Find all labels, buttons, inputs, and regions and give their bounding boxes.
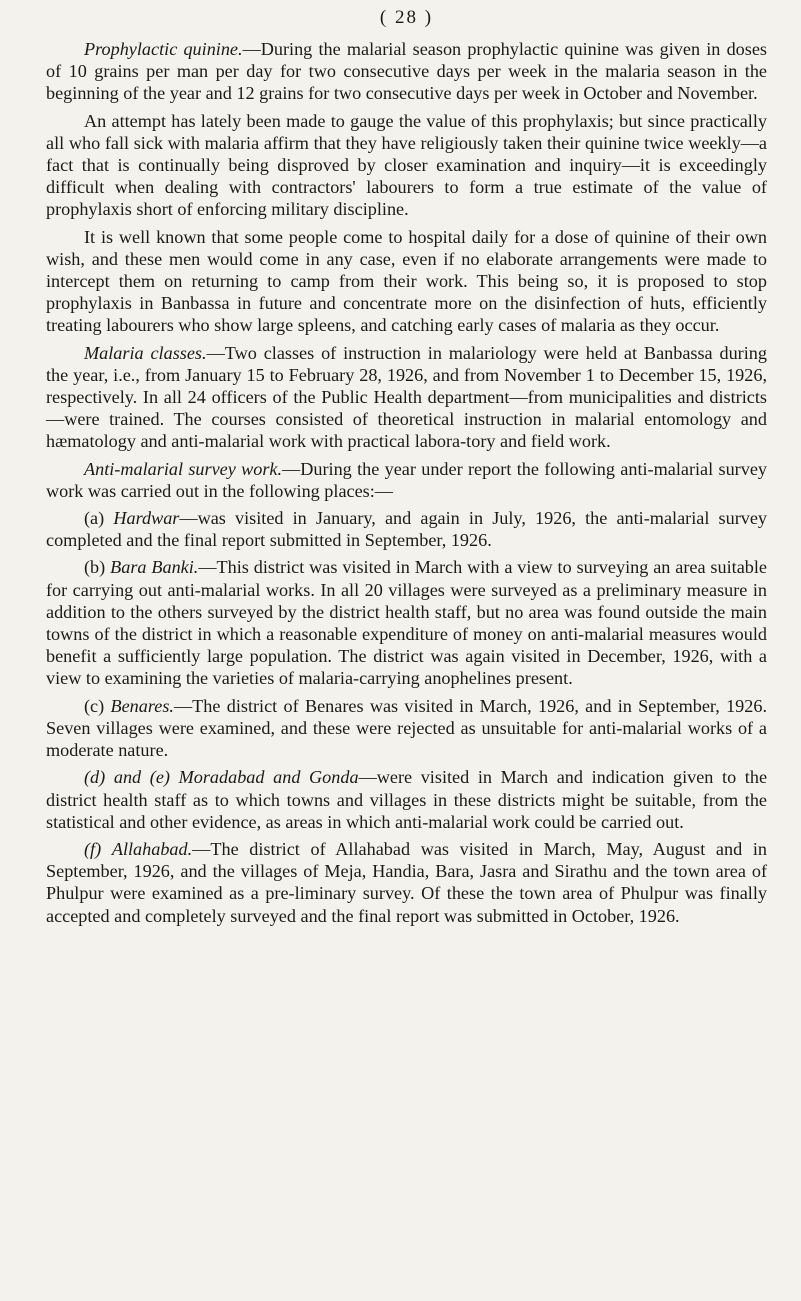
heading-hardwar: Hardwar [113, 508, 180, 529]
paragraph-text: It is well known that some people come to hospital daily for a dose of quinine of their own wish, and these men would come in any case, even if no elaborate arrangements were made to intercept them on returning to camp from their work. This being so, it is proposed to stop prophylaxis in Banbassa in future and concentrate more on the disinfection of huts, efficiently treating labourers who show large spleens, and catching early cases of malaria as they occur. [46, 226, 767, 336]
item-and: and [113, 767, 142, 788]
heading-allahabad: Allahabad. [111, 838, 193, 859]
paragraph-hospital-dose [46, 226, 767, 337]
paragraph-prophylaxis-value [46, 110, 767, 221]
heading-survey-work: Anti-malarial survey work. [84, 458, 283, 479]
page-number: ( 28 ) [379, 7, 434, 28]
item-label-2: (e) [149, 767, 170, 788]
paragraph-malaria-classes [46, 342, 767, 453]
paragraph-text: —During the malarial season prophylactic quinine was given in doses of 10 grains per man per day for two consecutive days per week in the malaria season in the beginning of the year and 12 grains for two consecutive days per week in October and November. [46, 39, 767, 104]
paragraph-text: —were visited in March and indication given to the district health staff as to which towns and villages in these districts might be suitable, from the statistical and other evidence, as areas in which anti-malarial work could be carried out. [46, 767, 768, 832]
item-moradabad-gonda [46, 766, 767, 833]
paragraph-text: —During the year under report the following anti-malarial survey work was carried out in the following places:— [46, 458, 767, 501]
item-label: (a) [84, 508, 105, 529]
heading-prophylactic-quinine: Prophylactic quinine. [84, 39, 243, 59]
paragraph-survey-work [46, 458, 767, 502]
paragraph-text: —This district was visited in March with a view to surveying an area suitable for carrying out anti-malarial works. In all 20 villages were surveyed as a preliminary measure in addition to the others surveyed by the district health staff, but no area was found outside the main towns of the district in which a reasonable expenditure of money on anti-malarial measures would benefit a sufficiently large population. The district was again visited in December, 1926, with a view to examining the varieties of malaria-carrying anophelines present. [46, 557, 767, 689]
heading-bara-banki: Bara Banki. [110, 557, 199, 578]
paragraph-text: —The district of Allahabad was visited in March, May, August and in September, 1926, and the villages of Meja, Handia, Bara, Jasra and Sirathu and the town area of Phulpur were examined as a pre-liminary survey. Of these the town area of Phulpur was finally accepted and completely surveyed and the final report was submitted in October, 1926. [46, 838, 767, 926]
item-bara-banki [46, 556, 767, 689]
paragraph-prophylactic-quinine [46, 38, 767, 105]
heading-moradabad-gonda: Moradabad and Gonda [178, 767, 359, 788]
item-label: (d) [84, 767, 106, 788]
paragraph-text: An attempt has lately been made to gauge the value of this prophylaxis; but since practically all who fall sick with malaria affirm that they have religiously taken their quinine twice weekly—a fact that is continually being disproved by closer examination and inquiry—it is exceedingly difficult when dealing with contractors' labourers to form a true estimate of the value of prophylaxis short of enforcing military discipline. [46, 110, 767, 220]
item-benares [46, 695, 767, 762]
item-label: (f) [84, 838, 102, 859]
item-label: (c) [84, 695, 105, 716]
paragraph-text: —was visited in January, and again in July, 1926, the anti-malarial survey completed and the final report submitted in September, 1926. [46, 508, 768, 551]
item-label: (b) [84, 557, 106, 578]
paragraph-text: —The district of Benares was visited in March, 1926, and in September, 1926. Seven villages were examined, and these were rejected as unsuitable for anti-malarial works of a moderate nature. [46, 695, 767, 761]
heading-benares: Benares. [110, 695, 174, 716]
paragraph-text: —Two classes of instruction in malariology were held at Banbassa during the year, i.e., from January 15 to February 28, 1926, and from November 1 to December 15, 1926, respectively. In all 24 officers of the Public Health department—from municipalities and districts—were trained. The courses consisted of theoretical instruction in malarial entomology and hæmatology and anti-malarial work with practical labora-tory and field work. [46, 342, 767, 452]
item-hardwar [46, 507, 767, 551]
item-allahabad [46, 838, 767, 927]
heading-malaria-classes: Malaria classes. [84, 342, 207, 363]
